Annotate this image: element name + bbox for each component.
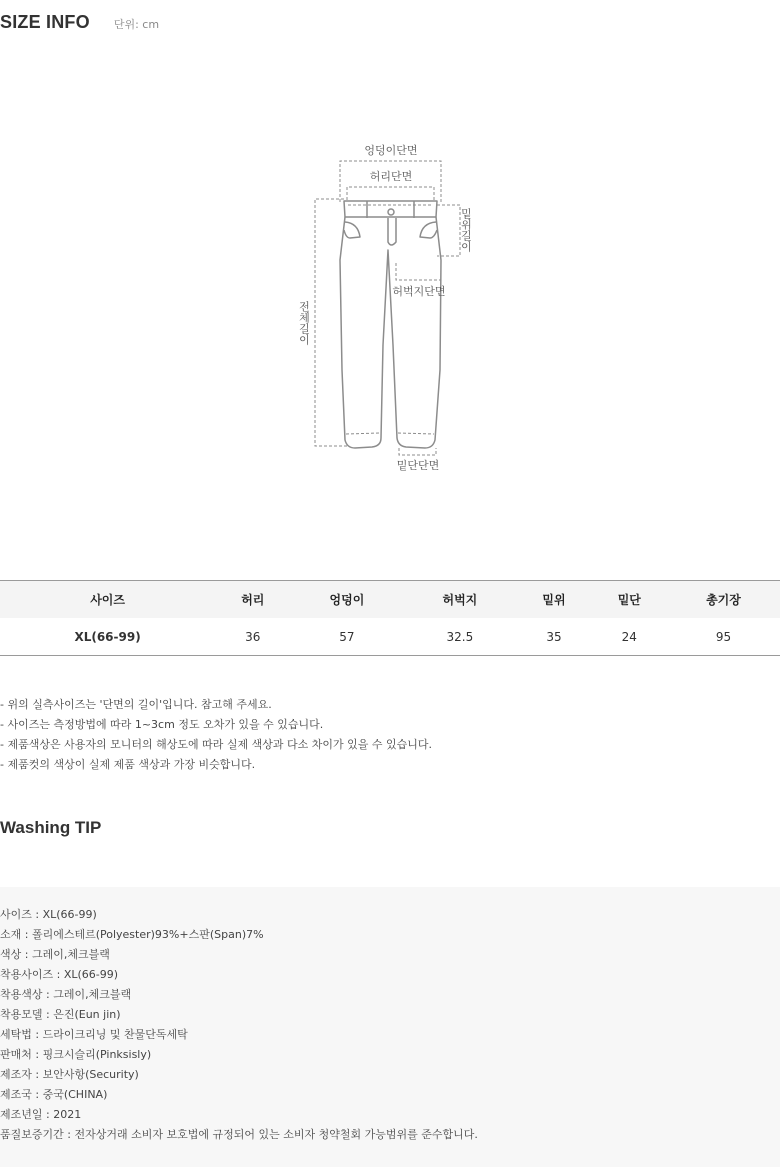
label-waist: 허리단면	[369, 170, 413, 183]
size-table-header	[0, 581, 780, 619]
spec-year: 제조년일 : 2021	[0, 1108, 82, 1121]
table-row	[0, 618, 780, 656]
washing-tip-title: Washing TIP	[0, 818, 102, 837]
spec-seller: 판매처 : 핑크시슬리(Pinksisly)	[0, 1048, 152, 1061]
cell-hem: 24	[592, 618, 667, 656]
label-hip: 엉덩이단면	[364, 144, 418, 157]
label-total-length: 전체길이	[297, 301, 311, 345]
measurement-guides	[315, 161, 460, 455]
spec-color: 색상 : 그레이,체크블랙	[0, 948, 110, 961]
note-item: - 사이즈는 측정방법에 따라 1~3cm 정도 오차가 있을 수 있습니다.	[0, 718, 324, 731]
note-item: - 제품컷의 색상이 실제 제품 색상과 가장 비슷합니다.	[0, 758, 256, 771]
note-item: - 위의 실측사이즈는 '단면의 길이'입니다. 참고해 주세요.	[0, 698, 272, 711]
label-thigh: 허벅지단면	[392, 285, 446, 298]
label-rise: 밑위길이	[459, 208, 473, 252]
spec-size: 사이즈 : XL(66-99)	[0, 908, 97, 921]
col-hip: 엉덩이	[290, 581, 403, 619]
col-total-length: 총기장	[667, 581, 780, 619]
size-table	[0, 580, 780, 656]
col-waist: 허리	[215, 581, 290, 619]
col-size: 사이즈	[0, 581, 215, 619]
col-hem: 밑단	[592, 581, 667, 619]
spec-worn-color: 착용색상 : 그레이,체크블랙	[0, 988, 132, 1001]
cell-thigh: 32.5	[403, 618, 516, 656]
pants-illustration	[340, 201, 441, 448]
spec-material: 소재 : 폴리에스테르(Polyester)93%+스판(Span)7%	[0, 928, 264, 941]
size-info-title: SIZE INFO	[0, 12, 90, 32]
size-info-header	[0, 12, 159, 36]
pants-measurement-diagram	[0, 130, 780, 490]
spec-worn-size: 착용사이즈 : XL(66-99)	[0, 968, 119, 981]
spec-manufacturer: 제조자 : 보안사항(Security)	[0, 1068, 139, 1081]
col-thigh: 허벅지	[403, 581, 516, 619]
spec-warranty: 품질보증기간 : 전자상거래 소비자 보호법에 규정되어 있는 소비자 청약철회 가능범위를 준수합니다.	[0, 1128, 478, 1141]
cell-hip: 57	[290, 618, 403, 656]
cell-size: XL(66-99)	[0, 618, 215, 656]
spec-list	[0, 905, 478, 1145]
note-item: - 제품색상은 사용자의 모니터의 해상도에 따라 실제 색상과 다소 차이가 있을 수 있습니다.	[0, 738, 432, 751]
col-rise: 밑위	[516, 581, 591, 619]
spec-model: 착용모델 : 은진(Eun jin)	[0, 1008, 121, 1021]
unit-label: 단위: cm	[113, 18, 160, 31]
cell-waist: 36	[215, 618, 290, 656]
cell-rise: 35	[516, 618, 591, 656]
spec-washing: 세탁법 : 드라이크리닝 및 찬물단독세탁	[0, 1028, 188, 1041]
cell-total-length: 95	[667, 618, 780, 656]
label-hem: 밑단단면	[396, 459, 440, 472]
product-spec-box	[0, 887, 780, 1167]
spec-country: 제조국 : 중국(CHINA)	[0, 1088, 108, 1101]
size-notes	[0, 695, 432, 775]
